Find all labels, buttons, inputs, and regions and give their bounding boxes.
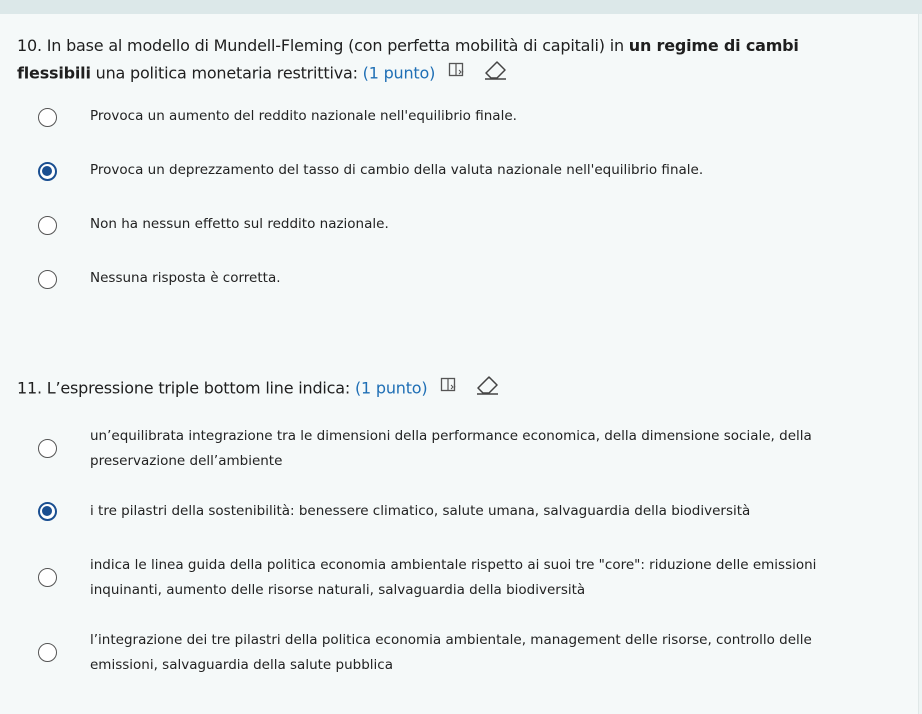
radio-button-selected[interactable] — [38, 162, 57, 181]
answer-text — [90, 553, 816, 603]
answer-text-line: un’equilibrata integrazione tra le dimensioni della performance economica, della dimensione sociale, della — [90, 428, 812, 444]
radio-button[interactable] — [38, 439, 57, 458]
answer-text: Provoca un aumento del reddito nazionale nell'equilibrio finale. — [90, 108, 517, 124]
radio-button[interactable] — [38, 216, 57, 235]
answer-text: i tre pilastri della sostenibilità: benessere climatico, salute umana, salvaguardia della biodiversità — [90, 503, 751, 519]
radio-button[interactable] — [38, 568, 57, 587]
answer-text-line: l’integrazione dei tre pilastri della politica economia ambientale, management delle risorse, controllo delle — [90, 632, 812, 648]
question-number: 11. — [17, 378, 42, 398]
answer-option[interactable] — [38, 628, 828, 680]
answer-text: Non ha nessun effetto sul reddito nazionale. — [90, 216, 389, 232]
eraser-icon[interactable] — [475, 374, 501, 404]
answer-text-line: preservazione dell’ambiente — [90, 453, 283, 469]
answer-text-line: indica le linea guida della politica economia ambientale rispetto ai suoi tre "core": riduzione delle emissioni — [90, 557, 817, 573]
radio-button[interactable] — [38, 270, 57, 289]
points-label: (1 punto) — [354, 378, 428, 398]
question-10 — [17, 33, 897, 89]
answer-option[interactable] — [38, 424, 828, 476]
answer-text: Provoca un deprezzamento del tasso di cambio della valuta nazionale nell'equilibrio finale. — [90, 162, 704, 178]
answer-text: Nessuna risposta è corretta. — [90, 270, 281, 286]
eraser-icon[interactable] — [483, 59, 509, 89]
question-text-bold: flessibili — [17, 63, 91, 83]
question-number: 10. — [17, 36, 42, 55]
question-11-title — [17, 374, 897, 404]
radio-button[interactable] — [38, 108, 57, 127]
answer-text — [90, 628, 812, 678]
answer-option[interactable] — [38, 553, 828, 605]
radio-button[interactable] — [38, 643, 57, 662]
question-10-title — [17, 33, 897, 89]
question-text-bold: un regime di cambi — [628, 36, 799, 55]
answer-text — [90, 424, 812, 474]
radio-button-selected[interactable] — [38, 502, 57, 521]
question-text: In base al modello di Mundell-Fleming (con perfetta mobilità di capitali) in — [46, 36, 629, 55]
answer-text-line: inquinanti, aumento delle risorse naturali, salvaguardia della biodiversità — [90, 582, 586, 598]
immersive-reader-icon[interactable] — [448, 61, 466, 87]
question-text: una politica monetaria restrittiva: — [90, 63, 363, 83]
immersive-reader-icon[interactable] — [440, 376, 458, 402]
points-label: (1 punto) — [362, 63, 436, 83]
question-text: L’espressione triple bottom line indica: — [46, 378, 355, 398]
answer-text-line: emissioni, salvaguardia della salute pubblica — [90, 657, 393, 673]
question-11 — [17, 374, 897, 404]
top-bar — [0, 0, 922, 14]
